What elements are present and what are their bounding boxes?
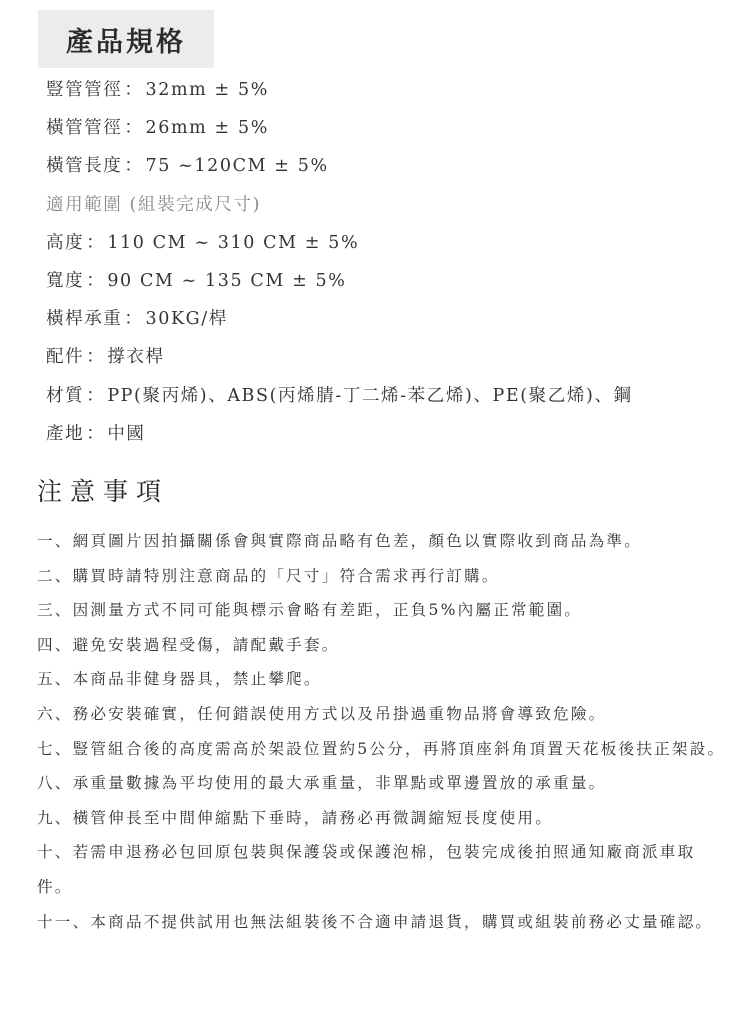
spec-value: 撐衣桿 [107, 347, 165, 368]
spec-label: 橫桿承重 [46, 309, 123, 330]
notes-list [37, 524, 727, 939]
note-item: 四、避免安裝過程受傷，請配戴手套。 [37, 635, 340, 654]
spec-label: 配件 [46, 347, 85, 368]
note-item: 十、若需申退務必包回原包裝與保護袋或保護泡棉，包裝完成後拍照通知廠商派車取件。 [37, 843, 696, 896]
notes-title: 注意事項 [37, 477, 170, 506]
spec-line-load: 橫桿承重 ： 30KG/桿 [46, 309, 228, 330]
note-item: 六、務必安裝確實，任何錯誤使用方式以及吊掛過重物品將會導致危險。 [37, 704, 607, 723]
note-item: 三、因測量方式不同可能與標示會略有差距，正負5%內屬正常範圍。 [37, 601, 583, 620]
spec-value: 30KG/桿 [145, 309, 228, 330]
spec-subheading-range: 適用範圍 (組裝完成尺寸) [46, 194, 262, 215]
note-item: 七、豎管組合後的高度需高於架設位置約5公分，再將頂座斜角頂置天花板後扶正架設。 [37, 739, 726, 758]
spec-line-horizontal-tube: 橫管管徑 ： 26mm ± 5% [46, 118, 269, 139]
spec-list [46, 71, 736, 453]
spec-line-height: 高度 ： 110 CM ~ 310 CM ± 5% [46, 232, 360, 253]
spec-line-origin: 產地 ： 中國 [46, 423, 146, 444]
spec-label: 橫管管徑 [46, 118, 123, 139]
spec-line-vertical-tube: 豎管管徑 ： 32mm ± 5% [46, 80, 269, 100]
note-item: 九、橫管伸長至中間伸縮點下垂時，請務必再微調縮短長度使用。 [37, 808, 554, 827]
note-item: 十一、本商品不提供試用也無法組裝後不合適申請退貨，購買或組裝前務必丈量確認。 [37, 912, 714, 931]
spec-line-accessory: 配件 ： 撐衣桿 [46, 347, 165, 368]
spec-line-material: 材質 ： PP(聚丙烯)、ABS(丙烯腈-丁二烯-苯乙烯)、PE(聚乙烯)、鋼 [46, 385, 633, 406]
spec-value: 中國 [107, 423, 146, 444]
spec-label: 寬度 [46, 270, 85, 291]
spec-label: 材質 [46, 385, 85, 406]
note-item: 一、網頁圖片因拍攝關係會與實際商品略有色差，顏色以實際收到商品為準。 [37, 532, 642, 550]
spec-line-horizontal-length: 橫管長度 ： 75 ~120CM ± 5% [46, 156, 329, 177]
spec-value: 26mm ± 5% [145, 118, 269, 139]
spec-value: 90 CM ~ 135 CM ± 5% [107, 270, 347, 291]
note-item: 八、承重量數據為平均使用的最大承重量，非單點或單邊置放的承重量。 [37, 774, 607, 793]
spec-value: 75 ~120CM ± 5% [145, 156, 329, 177]
spec-title: 產品規格 [66, 26, 186, 58]
spec-value: 32mm ± 5% [145, 80, 269, 100]
spec-value: 110 CM ~ 310 CM ± 5% [107, 232, 360, 253]
spec-value: PP(聚丙烯)、ABS(丙烯腈-丁二烯-苯乙烯)、PE(聚乙烯)、鋼 [107, 385, 633, 406]
spec-label: 豎管管徑 [46, 80, 123, 100]
spec-label: 橫管長度 [46, 156, 123, 177]
note-item: 二、購買時請特別注意商品的「尺寸」符合需求再行訂購。 [37, 566, 500, 585]
spec-line-width: 寬度 ： 90 CM ~ 135 CM ± 5% [46, 270, 347, 291]
note-item: 五、本商品非健身器具，禁止攀爬。 [37, 670, 322, 689]
spec-label: 產地 [46, 423, 85, 444]
spec-label: 高度 [46, 232, 85, 253]
spec-title-banner [38, 10, 214, 68]
